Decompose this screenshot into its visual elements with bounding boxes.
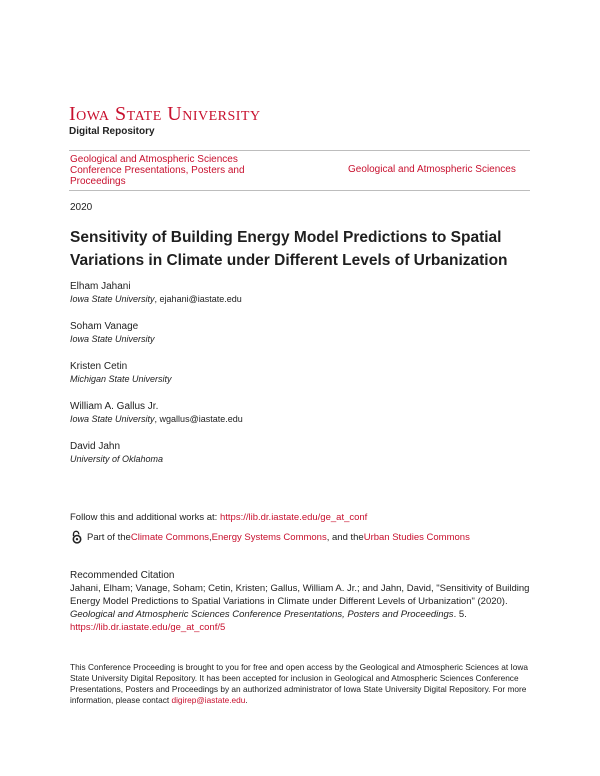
author-affiliation — [70, 413, 243, 425]
collection-link-right[interactable]: Geological and Atmospheric Sciences — [348, 164, 516, 175]
open-access-icon — [70, 530, 84, 544]
recommended-citation-text — [70, 582, 540, 634]
notice-text: This Conference Proceeding is brought to you for free and open access by the Geological and Atmospheric Sciences at Iowa State University Digital Repository. It has been accepted for inclusion in Geological and Atmospheric Sciences Conference Presentations, Posters and Proceedings by an authorized administrator of Iowa State University Digital Repository. For more information, please contact — [70, 662, 528, 705]
part-of-separator: , and the — [326, 531, 364, 543]
author-affiliation — [70, 373, 243, 385]
author-affiliation-name: Iowa State University — [70, 334, 155, 344]
climate-commons-link[interactable]: Climate Commons — [130, 531, 209, 543]
citation-body: Jahani, Elham; Vanage, Soham; Cetin, Kristen; Gallus, William A. Jr.; and Jahn, David, "Sensitivity of Building Energy Model Predictions to Spatial Variations in Climate under Different Levels of Urbanization" (2020). — [70, 583, 530, 607]
collection-left-line3: Proceedings — [70, 176, 126, 187]
recommended-citation-heading: Recommended Citation — [70, 570, 175, 581]
header-rule-top — [69, 150, 530, 151]
author-name: David Jahn — [70, 441, 121, 452]
author-affiliation — [70, 453, 243, 465]
notice-end: . — [245, 695, 248, 705]
part-of-line — [70, 530, 470, 544]
logo-subtitle: Digital Repository — [69, 126, 155, 137]
author-entry — [70, 360, 243, 385]
author-affiliation — [70, 333, 243, 345]
author-name: Elham Jahani — [70, 281, 131, 292]
citation-number: . 5. — [453, 609, 467, 620]
publication-year: 2020 — [70, 202, 93, 213]
document-title: Sensitivity of Building Energy Model Predictions to Spatial Variations in Climate under Different Levels of Urbanization — [70, 229, 508, 269]
author-entry — [70, 400, 243, 425]
iowa-state-logo[interactable] — [69, 104, 261, 138]
part-of-prefix: Part of the — [87, 531, 131, 543]
urban-studies-commons-link[interactable]: Urban Studies Commons — [363, 531, 470, 543]
author-email[interactable]: , ejahani@iastate.edu — [154, 294, 242, 304]
author-entry — [70, 280, 243, 305]
author-name: Kristen Cetin — [70, 361, 128, 372]
follow-works-line — [70, 512, 367, 523]
author-affiliation — [70, 293, 243, 305]
contact-email-link[interactable]: digirep@iastate.edu — [171, 695, 246, 705]
author-affiliation-name: Iowa State University — [70, 414, 155, 424]
energy-systems-commons-link[interactable]: Energy Systems Commons — [211, 531, 327, 543]
author-affiliation-name: University of Oklahoma — [70, 454, 164, 464]
collection-link-left[interactable] — [70, 154, 300, 187]
citation-series: Geological and Atmospheric Sciences Conference Presentations, Posters and Proceedings — [70, 609, 454, 620]
access-notice — [70, 662, 540, 706]
citation-link[interactable]: https://lib.dr.iastate.edu/ge_at_conf/5 — [70, 622, 226, 633]
follow-prefix: Follow this and additional works at: — [70, 512, 220, 523]
author-entry — [70, 440, 243, 465]
author-email[interactable]: , wgallus@iastate.edu — [154, 414, 243, 424]
collection-left-line1: Geological and Atmospheric Sciences — [70, 154, 238, 165]
follow-link[interactable]: https://lib.dr.iastate.edu/ge_at_conf — [219, 512, 368, 523]
collection-left-line2: Conference Presentations, Posters and — [70, 165, 245, 176]
author-affiliation-name: Michigan State University — [70, 374, 172, 384]
logo-wordmark: Iowa State University — [69, 103, 261, 125]
author-entry — [70, 320, 243, 345]
author-name: Soham Vanage — [70, 321, 139, 332]
author-list — [70, 280, 243, 480]
part-of-separator: , — [208, 531, 212, 543]
author-name: William A. Gallus Jr. — [70, 401, 159, 412]
author-affiliation-name: Iowa State University — [70, 294, 155, 304]
header-rule-bottom — [69, 190, 530, 191]
